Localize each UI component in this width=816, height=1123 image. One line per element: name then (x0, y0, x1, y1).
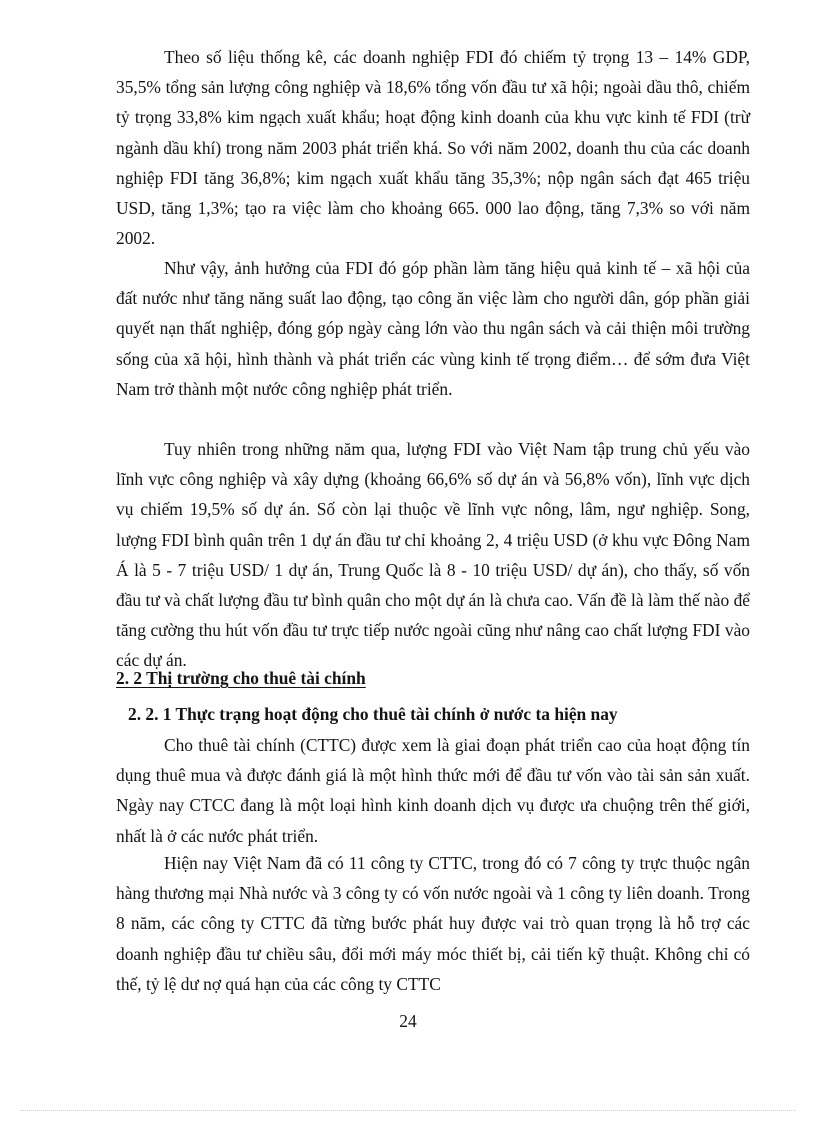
paragraph-fdi-limitations (116, 434, 750, 676)
paragraph-fdi-statistics (116, 42, 750, 253)
paragraph-text: Cho thuê tài chính (CTTC) được xem là giai đoạn phát triển cao của hoạt động tín dụng thuê mua và được đánh giá là một hình thức mới để đầu tư vốn vào tài sản sản xuất. Ngày nay CTCC đang là một loại hình kinh doanh dịch vụ được ưa chuộng trên thế giới, nhất là ở các nước phát triển. (116, 735, 750, 846)
paragraph-fdi-impact (116, 253, 750, 404)
paragraph-text: Tuy nhiên trong những năm qua, lượng FDI vào Việt Nam tập trung chủ yếu vào lĩnh vực công nghiệp và xây dựng (khoảng 66,6% số dự án và 56,8% vốn), lĩnh vực dịch vụ chiếm 19,5% số dự án. Số còn lại thuộc về lĩnh vực nông, lâm, ngư nghiệp. Song, lượng FDI bình quân trên 1 dự án đầu tư chỉ khoảng 2, 4 triệu USD (ở khu vực Đông Nam Á là 5 - 7 triệu USD/ 1 dự án, Trung Quốc là 8 - 10 triệu USD/ dự án), cho thấy, số vốn đầu tư và chất lượng đầu tư bình quân cho một dự án là chưa cao. Vấn đề là làm thế nào để tăng cường thu hút vốn đầu tư trực tiếp nước ngoài cũng như nâng cao chất lượng FDI vào các dự án. (116, 439, 750, 671)
paragraph-cttc-definition (116, 730, 750, 851)
section-heading: 2. 2 Thị trường cho thuê tài chính (116, 668, 366, 688)
subsection-heading: 2. 2. 1 Thực trạng hoạt động cho thuê tài chính ở nước ta hiện nay (128, 704, 618, 724)
paragraph-text: Theo số liệu thống kê, các doanh nghiệp FDI đó chiếm tỷ trọng 13 – 14% GDP, 35,5% tổng sản lượng công nghiệp và 18,6% tổng vốn đầu tư xã hội; ngoài dầu thô, chiếm tỷ trọng 33,8% kim ngạch xuất khẩu; hoạt động kinh doanh của khu vực kinh tế FDI (trừ ngành dầu khí) trong năm 2003 phát triển khá. So với năm 2002, doanh thu của các doanh nghiệp FDI tăng 36,8%; kim ngạch xuất khẩu tăng 35,3%; nộp ngân sách đạt 465 triệu USD, tăng 1,3%; tạo ra việc làm cho khoảng 665. 000 lao động, tăng 7,3% so với năm 2002. (116, 47, 750, 249)
footer-divider (20, 1110, 796, 1111)
paragraph-text: Hiện nay Việt Nam đã có 11 công ty CTTC, trong đó có 7 công ty trực thuộc ngân hàng thương mại Nhà nước và 3 công ty có vốn nước ngoài và 1 công ty liên doanh. Trong 8 năm, các công ty CTTC đã từng bước phát huy được vai trò quan trọng là hỗ trợ các doanh nghiệp đầu tư chiều sâu, đổi mới máy móc thiết bị, cải tiến kỹ thuật. Không chỉ có thế, tỷ lệ dư nợ quá hạn của các công ty CTTC (116, 853, 750, 994)
paragraph-text: Như vậy, ảnh hưởng của FDI đó góp phần làm tăng hiệu quả kinh tế – xã hội của đất nước như tăng năng suất lao động, tạo công ăn việc làm cho người dân, góp phần giải quyết nạn thất nghiệp, đóng góp ngày càng lớn vào thu ngân sách và cải thiện môi trường sống của xã hội, hình thành và phát triển các vùng kinh tế trọng điểm… để sớm đưa Việt Nam trở thành một nước công nghiệp phát triển. (116, 258, 750, 399)
page-number: 24 (399, 1011, 417, 1031)
paragraph-cttc-companies (116, 848, 750, 999)
